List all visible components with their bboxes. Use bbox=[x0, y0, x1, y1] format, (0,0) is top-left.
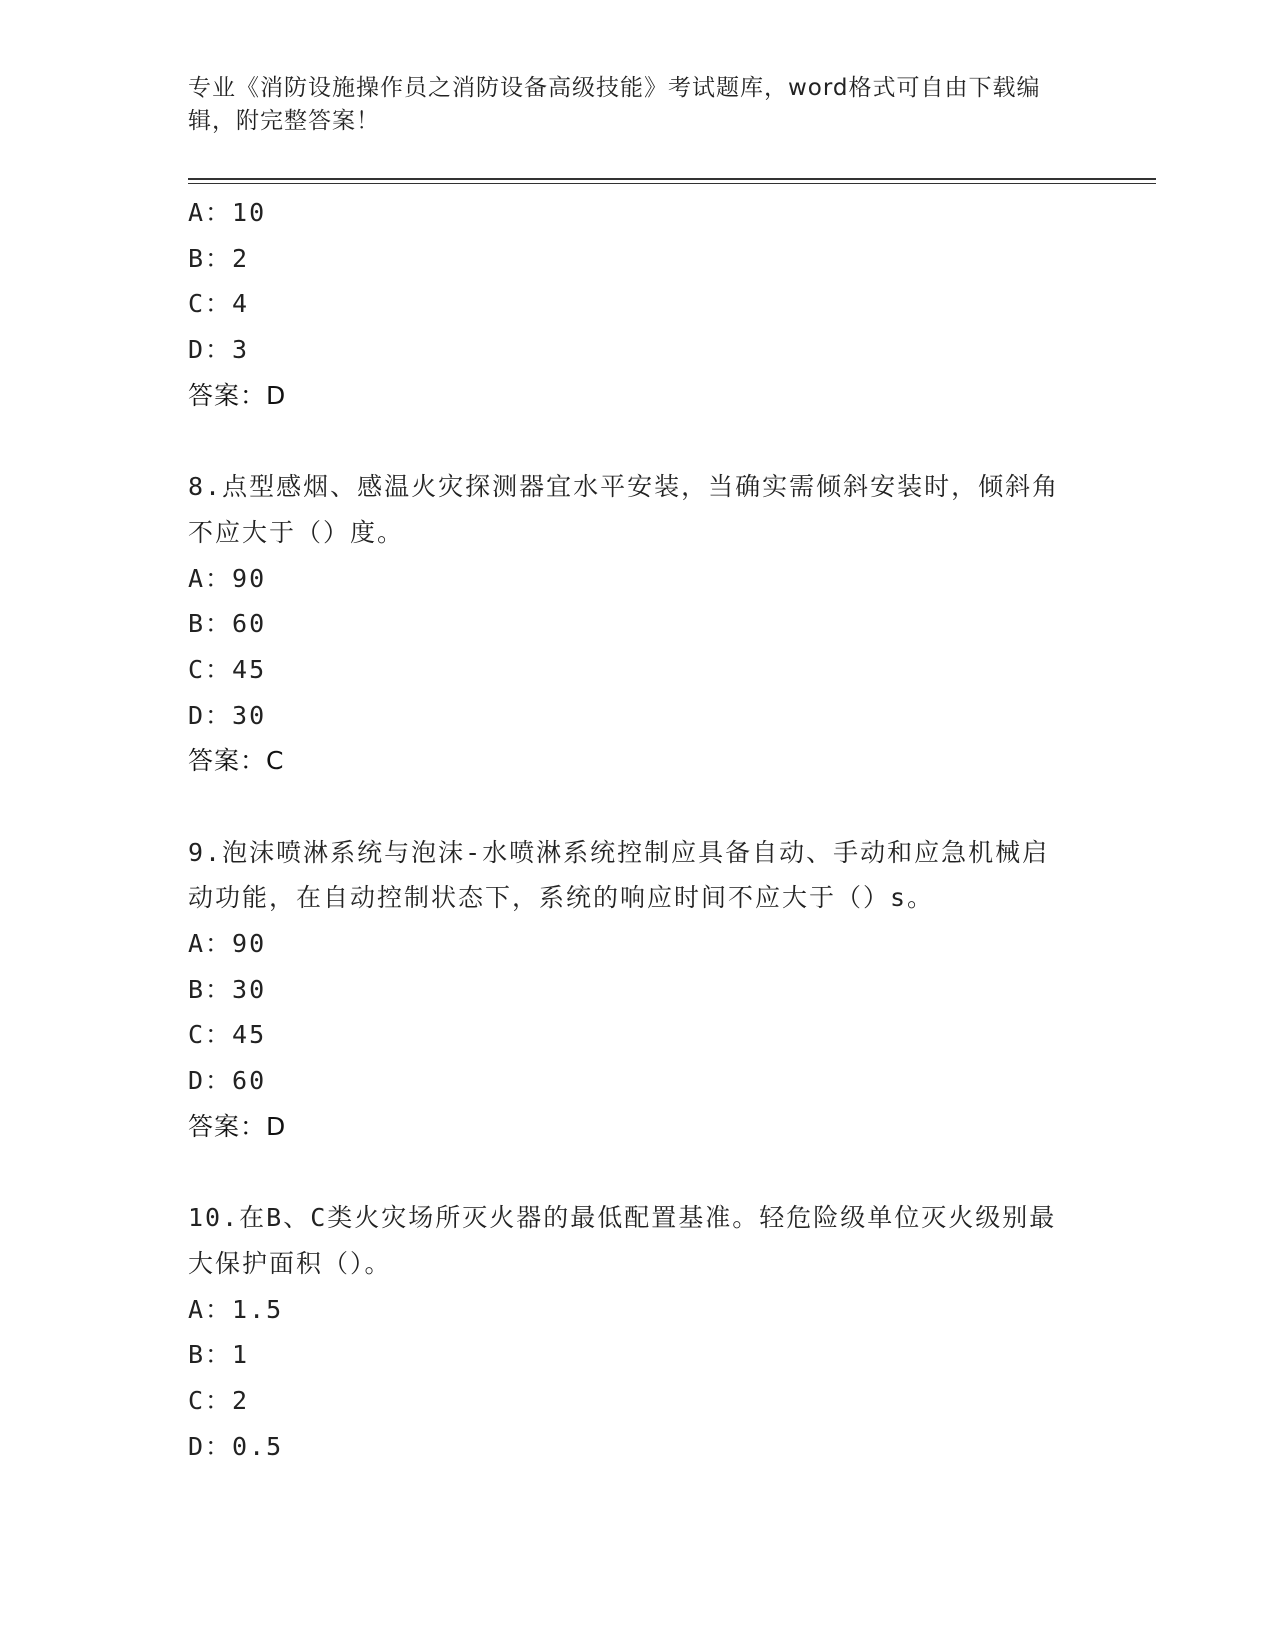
option-d: D：30 bbox=[188, 700, 267, 730]
header-rule bbox=[188, 178, 1156, 180]
question-stem: 10.在B、C类火灾场所灭火器的最低配置基准。轻危险级单位灭火级别最大保护面积（）。 bbox=[188, 1203, 1057, 1278]
question-list bbox=[188, 190, 1088, 1469]
question-7-continuation bbox=[188, 190, 1088, 418]
option-c: C：4 bbox=[188, 289, 250, 319]
spacer bbox=[188, 1150, 1088, 1196]
document-header: 专业《消防设施操作员之消防设备高级技能》考试题库，word格式可自由下载编辑，附完整答案！ bbox=[188, 75, 1041, 134]
question-9 bbox=[188, 830, 1088, 1150]
option-b: B：30 bbox=[188, 974, 267, 1004]
option-b: B：60 bbox=[188, 609, 267, 639]
option-d: D：60 bbox=[188, 1066, 267, 1096]
spacer bbox=[188, 784, 1088, 830]
option-c: C：2 bbox=[188, 1385, 250, 1415]
option-a: A：90 bbox=[188, 563, 267, 593]
option-b: B：2 bbox=[188, 243, 250, 273]
option-d: D：0.5 bbox=[188, 1431, 284, 1461]
option-d: D：3 bbox=[188, 335, 250, 365]
question-10 bbox=[188, 1195, 1088, 1469]
answer-line: 答案：C bbox=[188, 746, 285, 776]
question-8 bbox=[188, 464, 1088, 784]
spacer bbox=[188, 418, 1088, 464]
option-c: C：45 bbox=[188, 1020, 267, 1050]
option-a: A：90 bbox=[188, 929, 267, 959]
answer-line: 答案：D bbox=[188, 380, 287, 410]
option-a: A：10 bbox=[188, 198, 267, 227]
header-rule-secondary bbox=[188, 183, 1156, 184]
option-b: B：1 bbox=[188, 1340, 250, 1370]
option-a: A：1.5 bbox=[188, 1294, 284, 1324]
option-c: C：45 bbox=[188, 654, 267, 684]
question-stem: 9.泡沫喷淋系统与泡沫-水喷淋系统控制应具备自动、手动和应急机械启动功能，在自动控制状态下，系统的响应时间不应大于（）s。 bbox=[188, 837, 1050, 913]
question-stem: 8.点型感烟、感温火灾探测器宜水平安装，当确实需倾斜安装时，倾斜角不应大于（）度。 bbox=[188, 472, 1060, 547]
answer-line: 答案：D bbox=[188, 1111, 287, 1141]
